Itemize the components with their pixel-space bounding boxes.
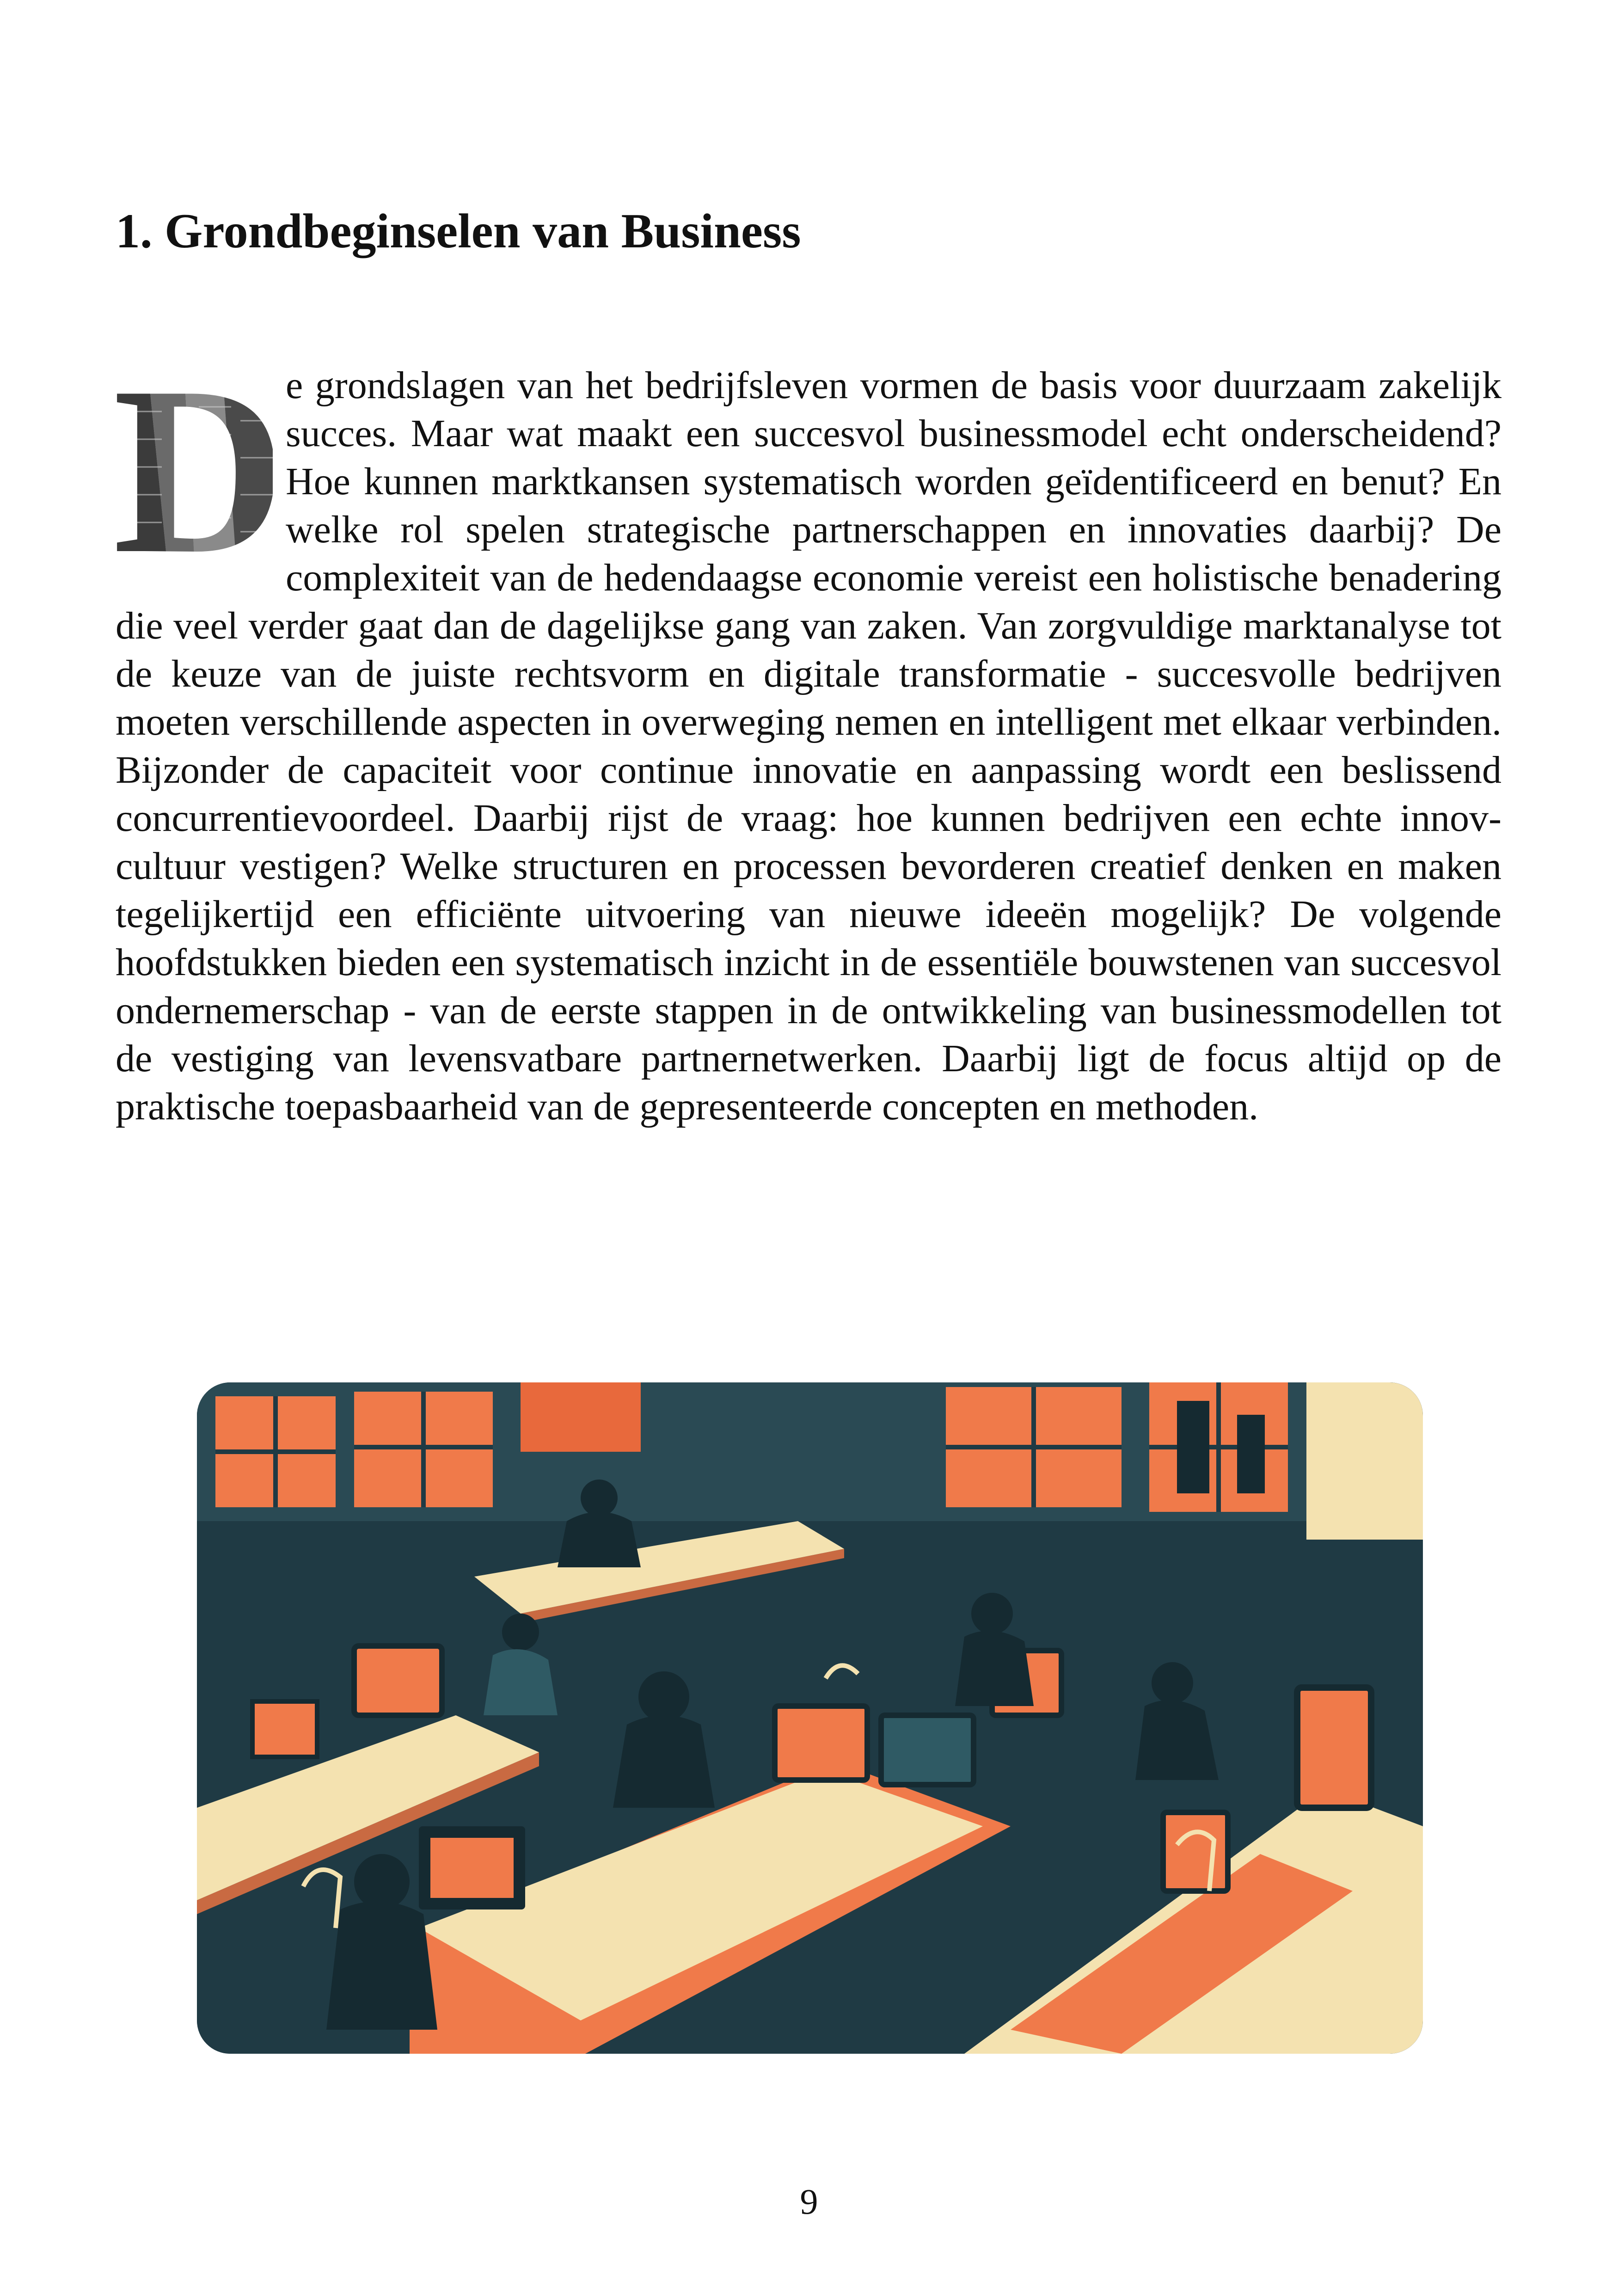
dropcap-skyscraper-image xyxy=(116,365,273,556)
chapter-title: 1. Grondbeginselen van Business xyxy=(116,204,801,258)
office-scene-image xyxy=(197,1382,1423,2054)
dropcap-letter xyxy=(116,365,273,556)
page-number: 9 xyxy=(800,2181,818,2222)
window-row xyxy=(197,1382,1423,1540)
body-paragraph xyxy=(116,362,1502,1131)
office-illustration xyxy=(197,1382,1423,2054)
body-text: e grondslagen van het bedrijfsleven vormen de basis voor duurzaam zakelijk succes. Maar wat maakt een succesvol businessmodel echt onderscheidend? Hoe kunnen marktkansen systematisch worden geïdentificeerd en benut? En welke rol spelen strategische partnerschappen en innovaties daarbij? De complexiteit van de hedendaagse economie vereist een holistische benadering die veel verder gaat dan de dagelijkse gang van zaken. Van zorgvuldige marktanalyse tot de keuze van de juiste rechtsvorm en digitale transformatie - succesvolle bedrijven moeten verschillende aspecten in overweging nemen en intelligent met elkaar verbinden. Bijzonder de capaciteit voor continue innovatie en aanpassing wordt een beslissend concurrentievoordeel. Daarbij rijst de vraag: hoe kunnen bedrijven een echte innov-cultuur vestigen? Welke structuren en processen bevorderen creatief denken en maken tegelijkertijd een efficiënte uitvoering van nieuwe ideeën mogelijk? De volgende hoofdstukken bieden een systematisch inzicht in de essentiële bouwstenen van succesvol ondernemerschap - van de eerste stappen in de ontwikkeling van businessmodellen tot de vestiging van levensvatbare partnernetwerken. Daarbij ligt de focus altijd op de praktische toepasbaarheid van de gepresenteerde concepten en methoden. xyxy=(116,364,1502,1128)
